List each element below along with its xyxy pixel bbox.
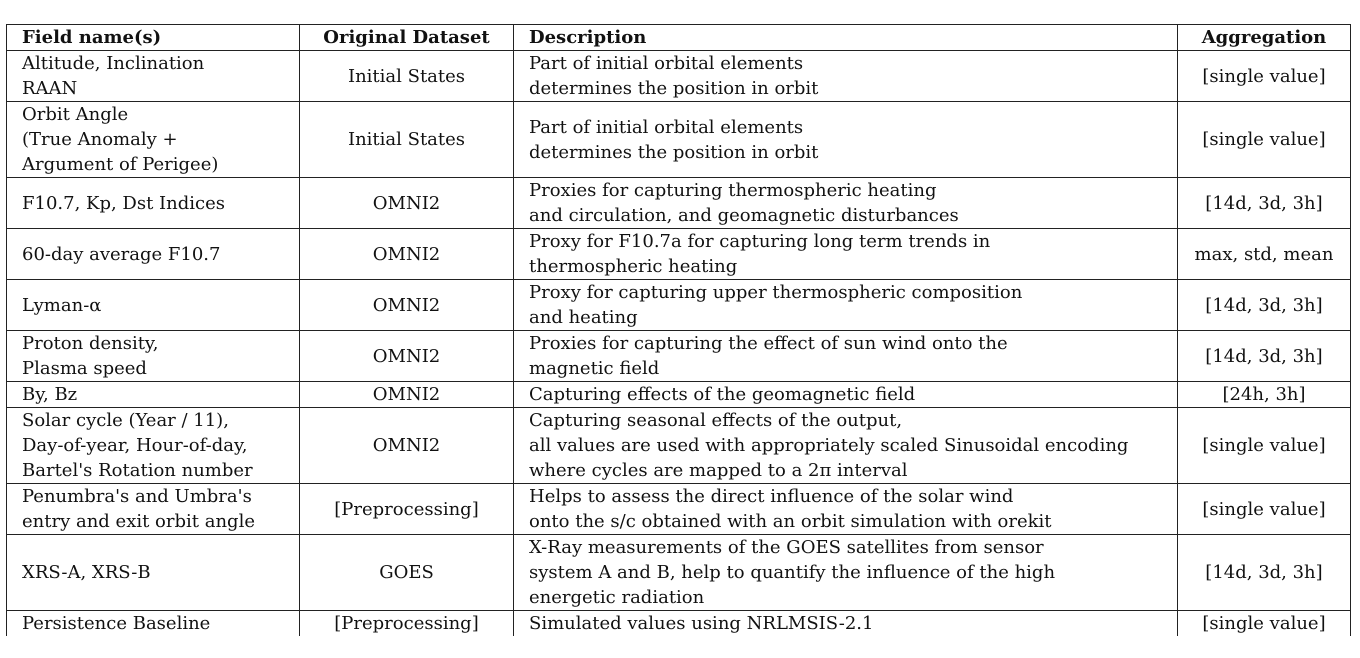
field-name-line: Persistence Baseline <box>22 613 211 634</box>
table-body <box>7 51 1351 637</box>
field-name-cell <box>7 484 300 535</box>
description-line: onto the s/c obtained with an orbit simulation with orekit <box>529 511 1052 532</box>
aggregation-cell: max, std, mean <box>1178 229 1351 280</box>
description-cell <box>514 51 1178 102</box>
original-dataset-cell: OMNI2 <box>300 331 514 382</box>
field-name-line: Altitude, Inclination <box>22 53 205 74</box>
field-name-line: Orbit Angle <box>22 104 129 125</box>
description-cell <box>514 484 1178 535</box>
field-name-cell <box>7 331 300 382</box>
field-name-cell <box>7 178 300 229</box>
description-cell <box>514 331 1178 382</box>
original-dataset-cell: Initial States <box>300 51 514 102</box>
description-line: X-Ray measurements of the GOES satellites from sensor <box>529 537 1044 558</box>
table-row <box>7 331 1351 382</box>
description-line: Proxy for capturing upper thermospheric composition <box>529 282 1023 303</box>
field-name-line: Argument of Perigee) <box>22 154 219 175</box>
field-name-line: Proton density, <box>22 333 159 354</box>
original-dataset-cell: Initial States <box>300 102 514 178</box>
original-dataset-cell: OMNI2 <box>300 382 514 408</box>
table-row <box>7 484 1351 535</box>
header-aggregation: Aggregation <box>1178 25 1351 51</box>
description-line: all values are used with appropriately scaled Sinusoidal encoding <box>529 435 1129 456</box>
description-line: Proxy for F10.7a for capturing long term trends in <box>529 231 991 252</box>
table-row <box>7 611 1351 637</box>
aggregation-cell: [24h, 3h] <box>1178 382 1351 408</box>
aggregation-cell: [14d, 3d, 3h] <box>1178 178 1351 229</box>
description-line: where cycles are mapped to a 2π interval <box>529 460 908 481</box>
description-cell <box>514 280 1178 331</box>
description-cell <box>514 178 1178 229</box>
header-row <box>7 25 1351 51</box>
description-cell <box>514 382 1178 408</box>
table-row <box>7 178 1351 229</box>
description-line: determines the position in orbit <box>529 141 819 163</box>
header-field-names: Field name(s) <box>7 25 300 51</box>
field-name-cell <box>7 280 300 331</box>
field-name-line: Penumbra's and Umbra's <box>22 486 252 507</box>
field-name-cell <box>7 382 300 408</box>
description-line: Part of initial orbital elements <box>529 116 804 138</box>
description-line: Simulated values using NRLMSIS-2.1 <box>529 613 874 634</box>
original-dataset-cell: [Preprocessing] <box>300 484 514 535</box>
description-line: magnetic field <box>529 358 660 379</box>
field-name-line: Plasma speed <box>22 358 147 379</box>
aggregation-cell: [single value] <box>1178 102 1351 178</box>
field-name-cell <box>7 229 300 280</box>
original-dataset-cell: OMNI2 <box>300 178 514 229</box>
field-name-cell <box>7 611 300 637</box>
description-cell <box>514 611 1178 637</box>
field-name-line: RAAN <box>22 78 78 99</box>
description-line: Proxies for capturing the effect of sun wind onto the <box>529 333 1008 354</box>
description-line: Proxies for capturing thermospheric heating <box>529 180 937 201</box>
description-line: thermospheric heating <box>529 256 738 277</box>
description-cell <box>514 229 1178 280</box>
field-name-line: Lyman-α <box>22 294 102 316</box>
field-name-line: F10.7, Kp, Dst Indices <box>22 192 226 214</box>
field-name-line: 60-day average F10.7 <box>22 243 221 265</box>
table-row <box>7 51 1351 102</box>
table-row <box>7 535 1351 611</box>
description-cell <box>514 408 1178 484</box>
table-row <box>7 408 1351 484</box>
aggregation-cell: [single value] <box>1178 611 1351 637</box>
description-line: and heating <box>529 307 638 328</box>
field-name-line: XRS-A, XRS-B <box>22 562 151 583</box>
description-line: system A and B, help to quantify the influence of the high <box>529 562 1056 583</box>
features-table <box>6 24 1351 636</box>
aggregation-cell: [14d, 3d, 3h] <box>1178 280 1351 331</box>
aggregation-cell: [single value] <box>1178 408 1351 484</box>
field-name-cell <box>7 51 300 102</box>
field-name-line: Day-of-year, Hour-of-day, <box>22 435 248 456</box>
field-name-cell <box>7 535 300 611</box>
table-row <box>7 382 1351 408</box>
table-header <box>7 25 1351 51</box>
field-name-line: Solar cycle (Year / 11), <box>22 410 229 431</box>
header-description: Description <box>514 25 1178 51</box>
description-line: Capturing effects of the geomagnetic field <box>529 384 916 405</box>
table-row <box>7 229 1351 280</box>
description-cell <box>514 102 1178 178</box>
original-dataset-cell: OMNI2 <box>300 408 514 484</box>
description-line: Helps to assess the direct influence of the solar wind <box>529 486 1014 507</box>
header-original-dataset: Original Dataset <box>300 25 514 51</box>
field-name-line: Bartel's Rotation number <box>22 460 253 481</box>
field-name-line: entry and exit orbit angle <box>22 511 255 532</box>
field-name-line: (True Anomaly + <box>22 129 178 150</box>
field-name-cell <box>7 102 300 178</box>
description-cell <box>514 535 1178 611</box>
aggregation-cell: [single value] <box>1178 484 1351 535</box>
description-line: Part of initial orbital elements <box>529 53 804 74</box>
original-dataset-cell: [Preprocessing] <box>300 611 514 637</box>
table-row <box>7 102 1351 178</box>
aggregation-cell: [single value] <box>1178 51 1351 102</box>
description-line: Capturing seasonal effects of the output, <box>529 410 903 431</box>
aggregation-cell: [14d, 3d, 3h] <box>1178 331 1351 382</box>
original-dataset-cell: OMNI2 <box>300 229 514 280</box>
description-line: energetic radiation <box>529 587 705 608</box>
field-name-cell <box>7 408 300 484</box>
original-dataset-cell: OMNI2 <box>300 280 514 331</box>
description-line: and circulation, and geomagnetic disturbances <box>529 205 959 226</box>
field-name-line: By, Bz <box>22 384 78 405</box>
table-row <box>7 280 1351 331</box>
description-line: determines the position in orbit <box>529 78 819 99</box>
original-dataset-cell: GOES <box>300 535 514 611</box>
aggregation-cell: [14d, 3d, 3h] <box>1178 535 1351 611</box>
